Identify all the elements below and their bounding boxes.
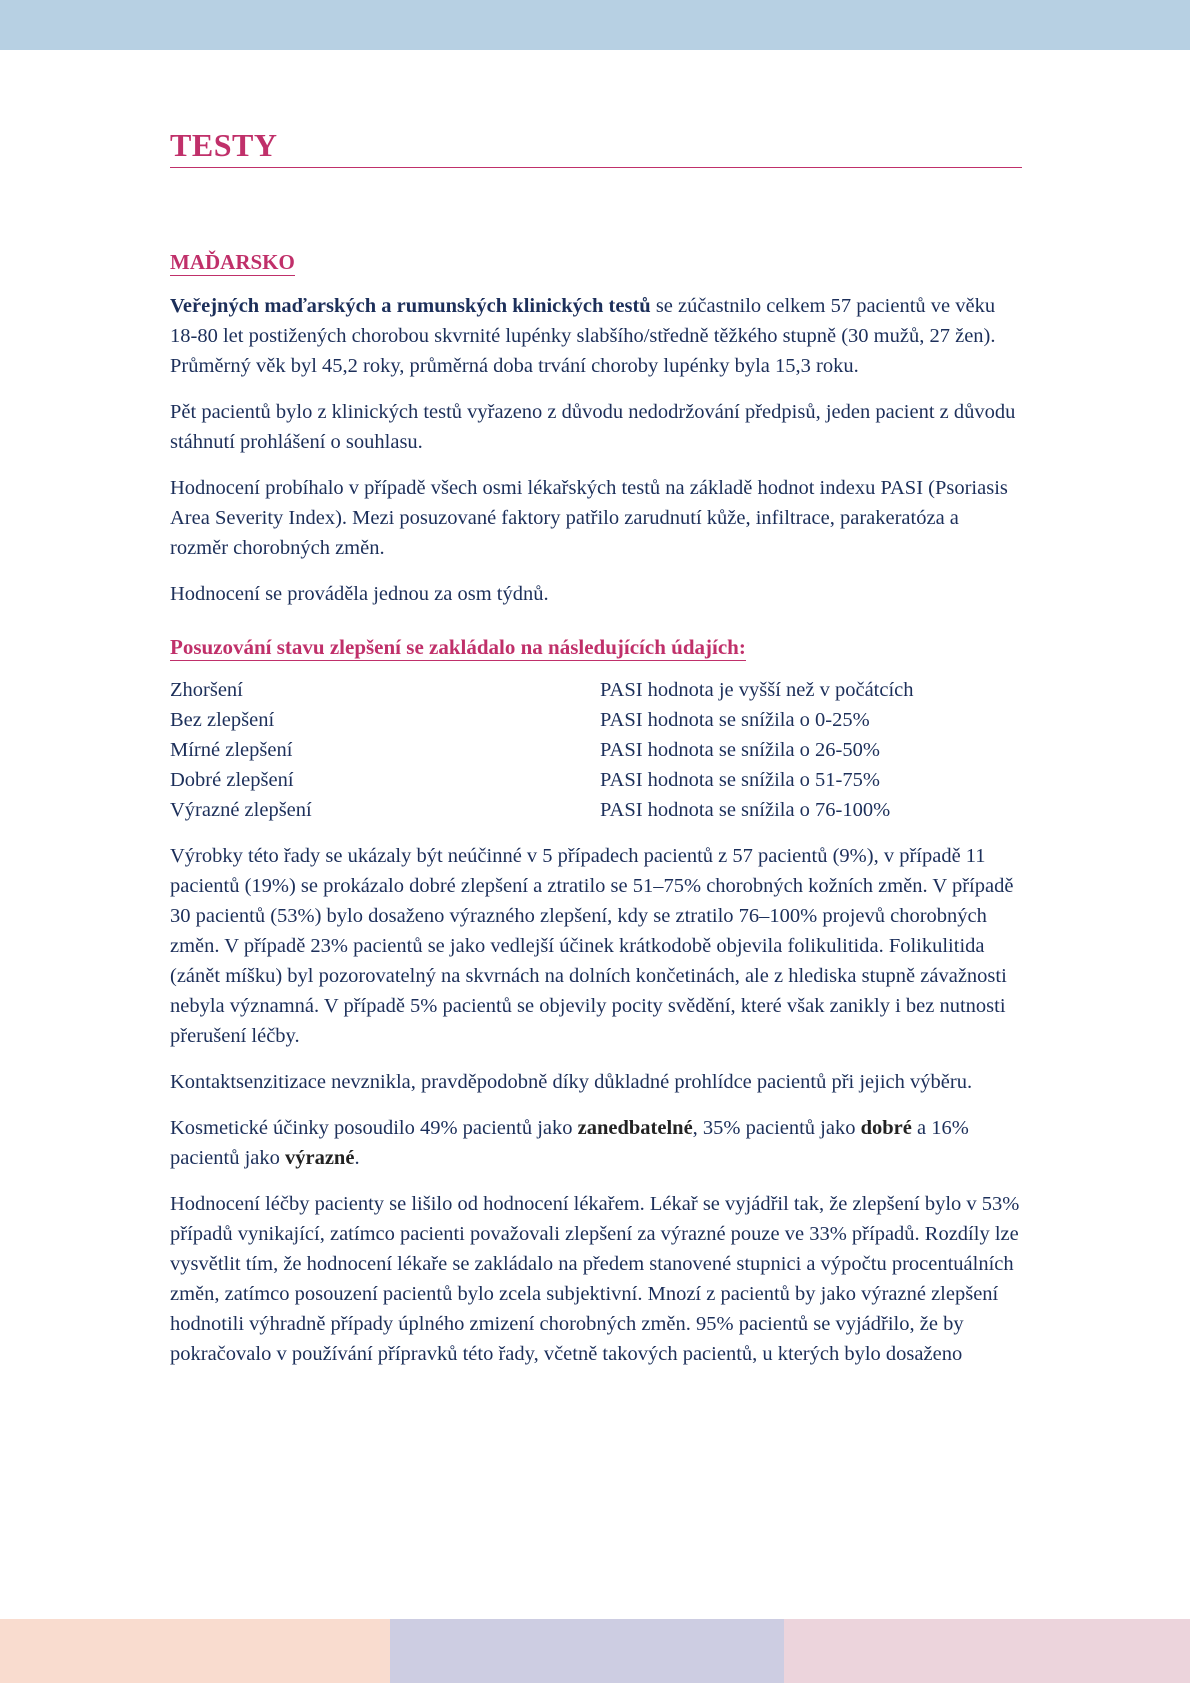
assessment-value: PASI hodnota se snížila o 51-75%	[600, 769, 880, 792]
assessment-label: Dobré zlepšení	[170, 769, 294, 792]
section-heading-hungary: MAĎARSKO	[170, 250, 295, 276]
paragraph-contact-sensitization: Kontaktsenzitizace nevznikla, pravděpodobně díky důkladné prohlídce pacientů při jejich výběru.	[170, 1071, 973, 1094]
paragraph-intro	[170, 291, 1022, 381]
top-color-band	[0, 0, 1190, 50]
cosmetic-text-4: .	[354, 1147, 360, 1170]
bottom-band-segment-pink	[784, 1619, 1190, 1683]
page-title: TESTY	[170, 128, 1022, 168]
cosmetic-text-1: Kosmetické účinky posoudilo 49% pacientů jako	[170, 1117, 578, 1140]
intro-bold-text: Veřejných maďarských a rumunských klinických testů	[170, 295, 651, 318]
assessment-label: Výrazné zlepšení	[170, 799, 312, 822]
assessment-value: PASI hodnota se snížila o 76-100%	[600, 799, 891, 822]
cosmetic-negligible: zanedbatelné	[577, 1117, 693, 1140]
assessment-label: Bez zlepšení	[170, 709, 275, 732]
table-row	[170, 765, 914, 795]
bottom-band-segment-peach	[0, 1619, 390, 1683]
cosmetic-significant: výrazné	[284, 1147, 355, 1170]
assessment-table	[170, 675, 914, 825]
table-row	[170, 705, 914, 735]
intro-text: se zúčastnilo celkem 57 pacientů ve věku 18-80 let postižených chorobou skvrnité lupénky slabšího/středně těžkého stupně (30 mužů, 27 žen). Průměrný věk byl 45,2 roky, průměrná doba trvání choroby lupénky byla 15,3 roku.	[170, 295, 996, 378]
paragraph-results: Výrobky této řady se ukázaly být neúčinné v 5 případech pacientů z 57 pacientů (9%), v případě 11 pacientů (19%) se prokázalo dobré zlepšení a ztratilo se 51–75% chorobných kožních změn. V případě 30 pacientů (53%) bylo dosaženo výrazného zlepšení, kdy se ztratilo 76–100% projevů chorobných změn. V případě 23% pacientů se jako vedlejší účinek krátkodobě objevila folikulitida. Folikulitida (zánět míšku) byl pozorovatelný na skvrnách na dolních končetinách, ale z hlediska stupně závažnosti nebyla významná. V případě 5% pacientů se objevily pocity svědění, které však zanikly i bez nutnosti přerušení léčby.	[170, 845, 1014, 1048]
assessment-value: PASI hodnota je vyšší než v počátcích	[600, 679, 914, 702]
table-row	[170, 735, 914, 765]
assessment-value: PASI hodnota se snížila o 26-50%	[600, 739, 880, 762]
paragraph-evaluation-frequency: Hodnocení se prováděla jednou za osm týdnů.	[170, 583, 549, 606]
paragraph-evaluation-method: Hodnocení probíhalo v případě všech osmi lékařských testů na základě hodnot indexu PASI (Psoriasis Area Severity Index). Mezi posuzované faktory patřilo zarudnutí kůže, infiltrace, parakeratóza a rozměr chorobných změn.	[170, 477, 1008, 560]
cosmetic-text-2: , 35% pacientů jako	[692, 1117, 861, 1140]
table-row	[170, 675, 914, 705]
cosmetic-good: dobré	[860, 1117, 912, 1140]
assessment-label: Zhoršení	[170, 679, 243, 702]
page-content	[170, 128, 1022, 1369]
table-row	[170, 795, 914, 825]
assessment-label: Mírné zlepšení	[170, 739, 293, 762]
assessment-value: PASI hodnota se snížila o 0-25%	[600, 709, 870, 732]
bottom-band-segment-lavender	[390, 1619, 784, 1683]
bottom-color-band	[0, 1619, 1190, 1683]
cosmetic-text-3: a 16% pacientů jako	[170, 1117, 969, 1170]
paragraph-patient-vs-doctor: Hodnocení léčby pacienty se lišilo od hodnocení lékařem. Lékař se vyjádřil tak, že zlepšení bylo v 53% případů vynikající, zatímco pacienti považovali zlepšení za výrazné pouze ve 33% případů. Rozdíly lze vysvětlit tím, že hodnocení lékaře se zakládalo na předem stanovené stupnici a výpočtu procentuálních změn, zatímco posouzení pacientů bylo zcela subjektivní. Mnozí z pacientů by jako výrazné zlepšení hodnotili výhradně případy úplného zmizení chorobných změn. 95% pacientů se vyjádřilo, že by pokračovalo v používání přípravků této řady, včetně takových pacientů, u kterých bylo dosaženo	[170, 1193, 1020, 1366]
assessment-heading: Posuzování stavu zlepšení se zakládalo na následujících údajích:	[170, 635, 746, 661]
paragraph-cosmetic-effects	[170, 1113, 1022, 1173]
paragraph-excluded-patients: Pět pacientů bylo z klinických testů vyřazeno z důvodu nedodržování předpisů, jeden pacient z důvodu stáhnutí prohlášení o souhlasu.	[170, 401, 1016, 454]
